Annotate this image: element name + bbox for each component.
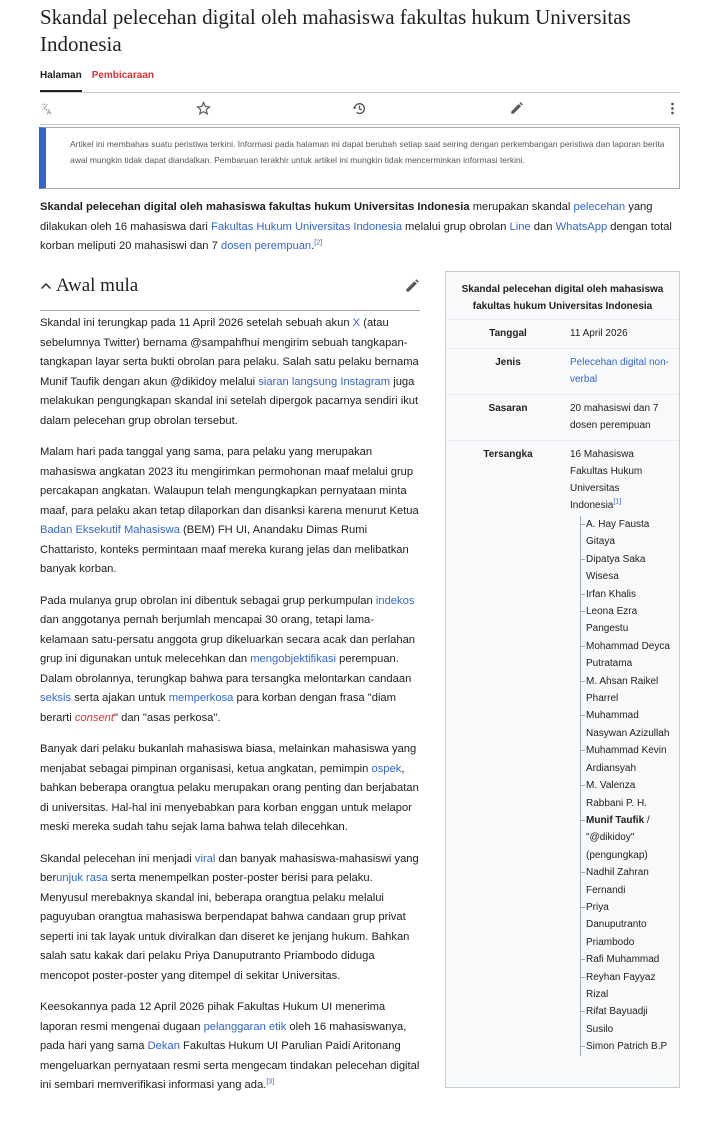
infobox-value: [570, 446, 670, 1056]
body-text: Malam hari pada tanggal yang sama, para pelaku yang merupakan mahasiswa angkatan 2023 itu mengirimkan permohonan maaf melalui grup percakapan angkatan. Walaupun telah mengungkapkan pernyataan minta maaf, para pelaku akan tetap dilaporkan dan disanksi karena menurut Ketua: [40, 446, 419, 517]
link-ospek[interactable]: ospek: [371, 762, 402, 775]
infobox: [445, 271, 680, 1088]
body-text: Pada mulanya grup obrolan ini dibentuk sebagai grup perkumpulan: [40, 594, 376, 607]
section-edit-icon[interactable]: [404, 278, 420, 294]
paragraph-3: [40, 592, 420, 729]
link-whatsapp[interactable]: WhatsApp: [555, 220, 608, 233]
body-text: dan banyak mahasiswa-mahasiswi yang ber: [40, 852, 419, 884]
infobox-label: Tanggal: [489, 328, 527, 339]
link-indekos[interactable]: indekos: [375, 594, 415, 607]
suspect-list-item: [581, 969, 670, 1004]
star-icon[interactable]: [193, 98, 213, 118]
infobox-value: 20 mahasiswi dan 7 dosen perempuan: [570, 403, 659, 431]
body-text: (atau sebelumnya Twitter) bernama @sampahfhui mengirim sebuah tangkapan-tangkapan layar serta bukti obrolan para pelaku. Salah satu pelaku bernama Munif Taufik dengan akun @dikidoy melalui: [40, 317, 419, 388]
suspect-list-item: [581, 777, 670, 812]
page-title: Skandal pelecehan digital oleh mahasiswa fakultas hukum Universitas Indonesia: [40, 5, 631, 56]
reference-2[interactable]: [2]: [314, 239, 323, 247]
body-text: , bahkan beberapa orangtua pelaku merupakan orang penting dan berjabatan di universitas. Hal-hal ini menyebabkan para korban enggan untuk melapor meski mereka sudah tahu sejak lama bahwa telah dilecehkan.: [40, 762, 419, 833]
infobox-label: Tersangka: [483, 449, 533, 460]
suspect-name: Rifat Bayuadji Susilo: [586, 1006, 648, 1035]
lead-text: dengan total korban meliputi 20 mahasiswi dan 7: [40, 220, 672, 252]
link-pelanggaran-etik[interactable]: pelanggaran etik: [203, 1020, 287, 1033]
link-line[interactable]: Line: [509, 220, 531, 233]
more-icon[interactable]: [662, 98, 682, 118]
body-text: perempuan. Dalam obrolannya, terungkap bahwa para tersangka melontarkan candaan: [40, 653, 412, 685]
reference-3[interactable]: [3]: [266, 1078, 275, 1086]
suspect-name: Rafi Muhammad: [586, 954, 660, 966]
suspect-name: Muhammad Kevin Ardiansyah: [586, 745, 667, 774]
suspect-name: / "@dikidoy" (pengungkap): [586, 814, 650, 861]
suspect-name: Leona Ezra Pangestu: [586, 606, 638, 635]
toolbar-divider: [40, 124, 680, 125]
suspect-name: M. Valenza Rabbani P. H.: [586, 780, 647, 809]
lead-text: merupakan skandal: [469, 201, 574, 213]
suspect-name-bold: Munif Taufik: [586, 814, 645, 826]
paragraph-4: [40, 740, 420, 838]
suspect-list-item: [581, 864, 670, 899]
link-viral[interactable]: viral: [194, 852, 216, 865]
infobox-title: Skandal pelecehan digital oleh mahasiswa fakultas hukum Universitas Indonesia: [461, 284, 664, 312]
paragraph-5: [40, 850, 420, 987]
suspect-list-item: [581, 812, 670, 864]
section-title: Awal mula: [56, 275, 139, 296]
link-pelecehan-digital[interactable]: Pelecehan digital non-verbal: [570, 357, 669, 385]
suspect-list-item: [581, 742, 670, 777]
body-text: Skandal pelecehan ini menjadi: [40, 852, 195, 865]
page-tabs: [40, 70, 164, 92]
link-fakultas-hukum-ui[interactable]: Fakultas Hukum Universitas Indonesia: [211, 220, 402, 233]
infobox-label: Sasaran: [488, 403, 528, 414]
infobox-value: 11 April 2026: [570, 328, 628, 339]
body-text: serta ajakan untuk: [71, 692, 169, 704]
suspect-list-item: [581, 516, 670, 551]
link-mengobjektifikasi[interactable]: mengobjektifikasi: [250, 653, 337, 665]
link-unjuk-rasa[interactable]: unjuk rasa: [56, 872, 108, 884]
paragraph-2: [40, 443, 420, 580]
body-text: Keesokannya pada 12 April 2026 pihak Fakultas Hukum UI menerima laporan resmi mengenai dugaan: [40, 1001, 386, 1033]
suspect-list-item: [581, 951, 670, 968]
translate-icon[interactable]: [37, 98, 57, 118]
tab-halaman[interactable]: Halaman: [40, 70, 82, 92]
body-text: para korban dengan frasa "diam berarti: [40, 692, 396, 724]
suspect-name: Reyhan Fayyaz Rizal: [586, 971, 656, 1000]
link-memperkosa[interactable]: memperkosa: [168, 692, 234, 704]
link-siaran-langsung-instagram[interactable]: siaran langsung Instagram: [258, 375, 391, 388]
suspect-name: A. Hay Fausta Gitaya: [586, 519, 650, 548]
suspect-list-item: [581, 1038, 670, 1055]
edit-icon[interactable]: [506, 98, 526, 118]
suspect-name: Simon Patrich B.P: [586, 1041, 668, 1053]
lead-text: melalui grup obrolan: [401, 220, 510, 233]
infobox-row-sasaran: [446, 394, 679, 440]
link-consent[interactable]: consent: [74, 711, 115, 724]
suspect-list-item: [581, 638, 670, 673]
suspect-name: Dipatya Saka Wisesa: [586, 553, 646, 583]
suspect-list-item: [581, 899, 670, 951]
suspect-list-item: [581, 551, 670, 586]
paragraph-6: [40, 998, 420, 1096]
infobox-row-tanggal: [446, 319, 679, 348]
link-bem[interactable]: Badan Eksekutif Mahasiswa: [40, 524, 180, 536]
lead-text: dan: [530, 220, 556, 233]
section-header: [40, 276, 420, 311]
link-dekan[interactable]: Dekan: [147, 1040, 180, 1052]
lead-paragraph: [40, 198, 680, 257]
body-text: dan anggotanya pernah berjumlah mencapai 30 orang, tetapi lama-kelamaan satu-persatu anggota grup dikeluarkan secara acak dan perlahan grup ini digunakan untuk melecehkan dan: [40, 614, 416, 665]
tabs-divider: [40, 92, 680, 93]
link-seksis[interactable]: seksis: [40, 692, 72, 704]
suspect-name: M. Ahsan Raikel Pharrel: [586, 675, 659, 705]
notice-text: Artikel ini membahas suatu peristiwa terkini. Informasi pada halaman ini dapat berubah setiap saat seiring dengan perkembangan peristiwa dan laporan berita awal mungkin tidak dapat diandalkan. Pembaruan terakhir untuk artikel ini mungkin tidak mencerminkan informasi terkini.: [70, 139, 665, 165]
suspect-list-item: [581, 707, 670, 742]
infobox-row-tersangka: [446, 440, 679, 1062]
suspect-name: Irfan Khalis: [586, 588, 637, 600]
body-text: Banyak dari pelaku bukanlah mahasiswa biasa, melainkan mahasiswa yang menjabat sebagai pimpinan organisasi, ketua angkatan, pemimpin: [40, 743, 417, 775]
history-icon[interactable]: [349, 98, 369, 118]
body-text: Skandal ini terungkap pada 11 April 2026 setelah sebuah akun: [40, 317, 353, 329]
suspect-name: Muhammad Nasywan Azizullah: [586, 710, 670, 739]
link-dosen-perempuan[interactable]: dosen perempuan: [220, 240, 312, 252]
body-text: juga melakukan pengungkapan skandal ini setelah dipergok pacarnya sendiri ikut dalam pelecehan grup obrolan tersebut.: [40, 375, 419, 427]
body-text: " dan "asas perkosa".: [114, 711, 221, 724]
paragraph-1: [40, 314, 420, 431]
infobox-row-jenis: [446, 348, 679, 394]
lead-text: yang dilakukan oleh 16 mahasiswa dari: [40, 201, 653, 233]
lead-bold-title: Skandal pelecehan digital oleh mahasiswa fakultas hukum Universitas Indonesia: [40, 201, 470, 213]
section-body: [40, 314, 420, 1108]
svg-text:A: A: [46, 108, 51, 116]
suspect-list-item: [581, 586, 670, 603]
page-toolbar: [40, 98, 680, 120]
suspect-name: Mohammad Deyca Putratama: [586, 640, 670, 670]
lead-text: .: [311, 240, 315, 252]
reference-1[interactable]: [1]: [613, 498, 622, 506]
body-text: serta menempelkan poster-poster berisi para pelaku. Menyusul merebaknya skandal ini, beberapa orangtua pelaku melalui paguyuban orangtua mahasiswa berpendapat bahwa candaan grup privat seperti ini tak layak untuk diviralkan dan diseret ke jenjang hukum. Bahkan salah satu kakak dari pelaku Priya Danuputranto Priambodo diduga mencopot poster-poster yang ditempel di sekitar Universitas.: [40, 872, 410, 982]
suspect-list-item: [581, 1003, 670, 1038]
suspect-name: Nadhil Zahran Fernandi: [586, 867, 649, 896]
suspect-list-item: [581, 673, 670, 708]
tab-pembicaraan[interactable]: Pembicaraan: [91, 70, 154, 81]
suspect-name: Priya Danuputranto Priambodo: [586, 901, 647, 948]
current-event-notice: [39, 127, 680, 189]
body-text: oleh 16 mahasiswanya, pada hari yang sama: [40, 1020, 407, 1052]
tersangka-summary: 16 Mahasiswa Fakultas Hukum Universitas Indonesia: [570, 449, 643, 511]
link-x[interactable]: X: [352, 317, 361, 329]
svg-text:文: 文: [40, 101, 48, 111]
body-text: Fakultas Hukum UI Parulian Paidi Aritonang mengeluarkan pernyataan resmi serta mengecam tindakan pelecehan digital ini sembari memverifikasi informasi yang ada.: [40, 1040, 420, 1091]
suspect-list-item: [581, 603, 670, 638]
infobox-label: Jenis: [495, 357, 521, 368]
chevron-up-icon[interactable]: [40, 280, 52, 292]
suspect-list: [580, 516, 670, 1056]
body-text: (BEM) FH UI, Anandaku Dimas Rumi Chattaristo, konteks permintaan maaf mereka kurang jelas dan melibatkan banyak korban.: [40, 524, 409, 575]
link-pelecehan[interactable]: pelecehan: [573, 201, 626, 213]
